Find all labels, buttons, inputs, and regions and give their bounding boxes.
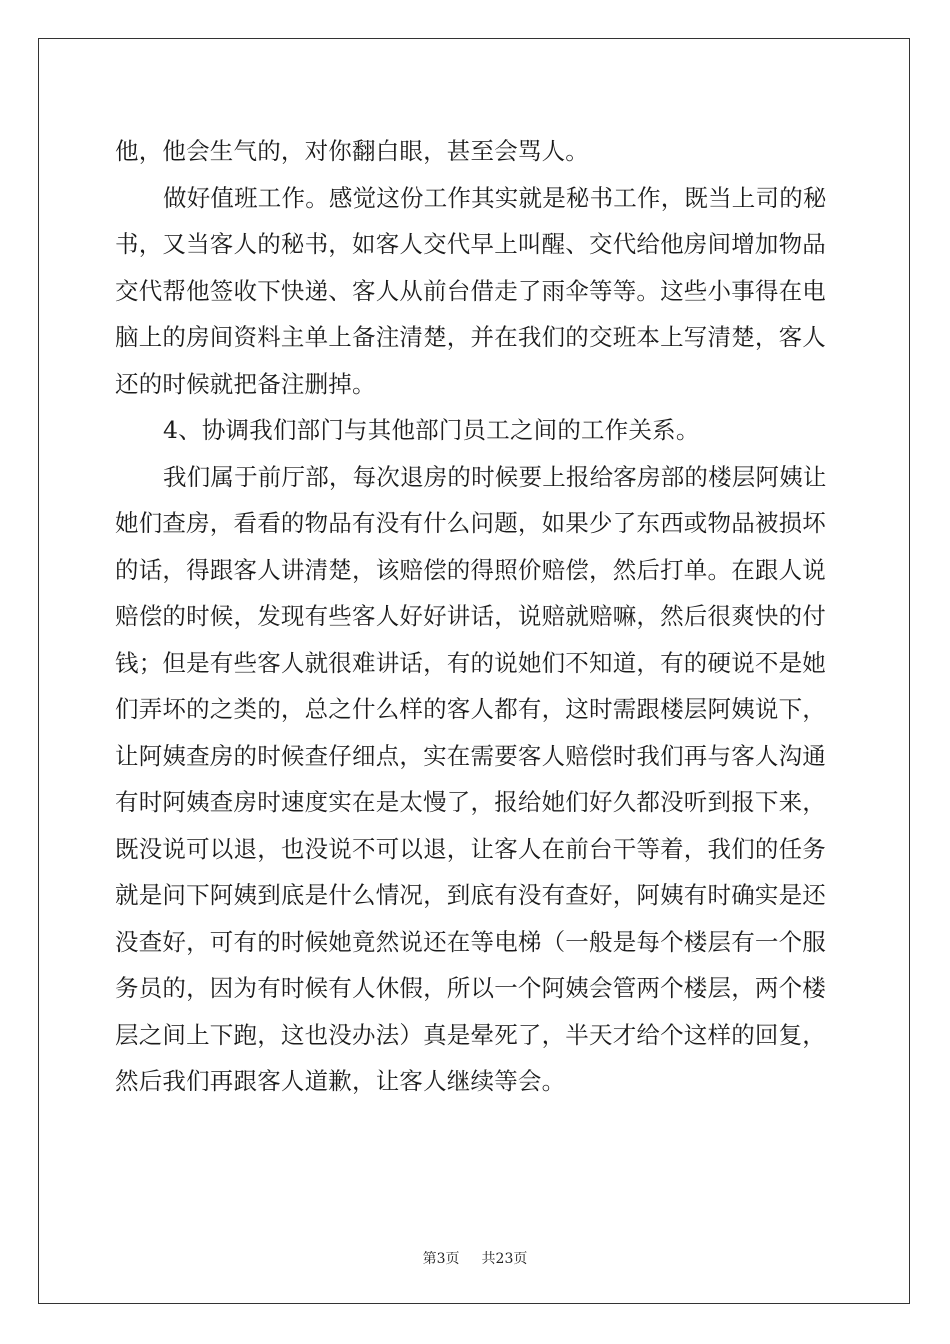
text-line: 他，他会生气的，对你翻白眼，甚至会骂人。 <box>115 137 589 165</box>
document-body <box>115 128 835 1105</box>
text-line: 书，又当客人的秘书，如客人交代早上叫醒、交代给他房间增加物品 <box>115 230 826 258</box>
current-page-label: 第3页 <box>422 1251 460 1267</box>
text-line: 我们属于前厅部，每次退房的时候要上报给客房部的楼层阿姨让 <box>163 462 827 491</box>
text-line: 钱；但是有些客人就很难讲话，有的说她们不知道，有的硬说不是她 <box>115 648 826 677</box>
text-line: 层之间上下跑，这也没办法）真是晕死了，半天才给个这样的回复， <box>115 1020 826 1049</box>
text-line: 务员的，因为有时候有人休假，所以一个阿姨会管两个楼层，两个楼 <box>115 974 826 1002</box>
text-line: 没查好，可有的时候她竟然说还在等电梯（一般是每个楼层有一个服 <box>115 927 826 956</box>
text-line: 然后我们再跟客人道歉，让客人继续等会。 <box>115 1067 566 1095</box>
text-line: 既没说可以退，也没说不可以退，让客人在前台干等着，我们的任务 <box>115 834 826 863</box>
text-line: 赔偿的时候，发现有些客人好好讲话，说赔就赔嘛，然后很爽快的付 <box>115 602 826 630</box>
text-line: 还的时候就把备注删掉。 <box>115 369 376 398</box>
text-line: 做好值班工作。感觉这份工作其实就是秘书工作，既当上司的秘 <box>163 183 827 212</box>
page-footer <box>0 1248 950 1268</box>
text-line: 脑上的房间资料主单上备注清楚，并在我们的交班本上写清楚，客人 <box>115 323 826 351</box>
text-line: 让阿姨查房的时候查仔细点，实在需要客人赔偿时我们再与客人沟通 <box>115 741 826 770</box>
text-line: 交代帮他签收下快递、客人从前台借走了雨伞等等。这些小事得在电 <box>115 276 826 305</box>
text-line: 有时阿姨查房时速度实在是太慢了，报给她们好久都没听到报下来， <box>115 788 826 816</box>
total-pages-label: 共23页 <box>481 1251 528 1267</box>
text-line: 她们查房，看看的物品有没有什么问题，如果少了东西或物品被损坏 <box>115 509 826 537</box>
text-line: 就是问下阿姨到底是什么情况，到底有没有查好，阿姨有时确实是还 <box>115 881 826 909</box>
text-line: 们弄坏的之类的，总之什么样的客人都有，这时需跟楼层阿姨说下， <box>115 695 826 723</box>
text-line: 4、协调我们部门与其他部门员工之间的工作关系。 <box>163 416 700 444</box>
text-line: 的话，得跟客人讲清楚，该赔偿的得照价赔偿，然后打单。在跟人说 <box>115 555 826 584</box>
